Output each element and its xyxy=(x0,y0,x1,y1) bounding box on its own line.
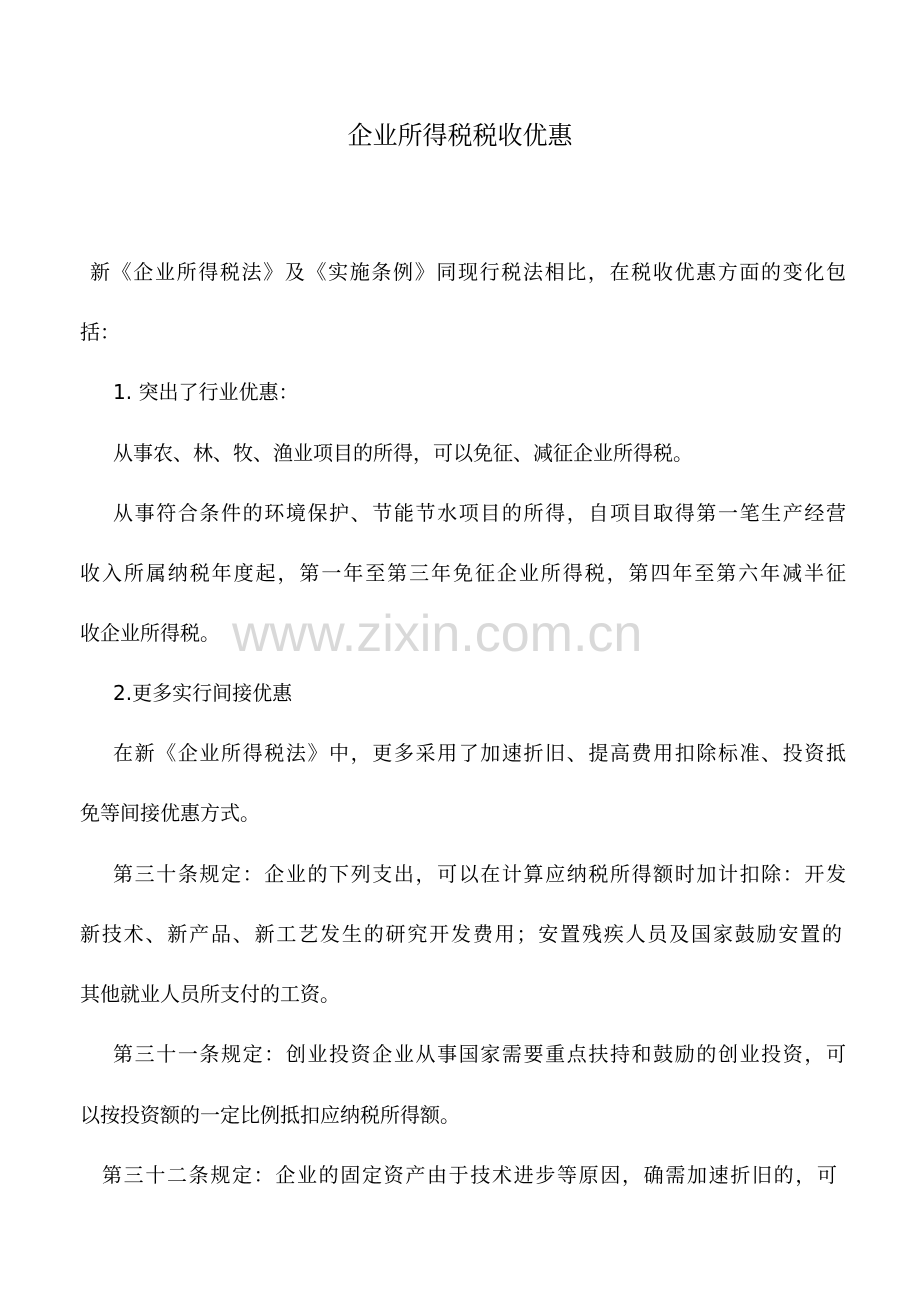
paragraph-line: 括： xyxy=(80,320,120,344)
paragraph-line: 以按投资额的一定比例抵扣应纳税所得额。 xyxy=(80,1103,460,1127)
paragraph-line: 新《企业所得税法》及《实施条例》同现行税法相比，在税收优惠方面的变化包 xyxy=(90,260,846,284)
paragraph-line: 收企业所得税。 xyxy=(80,621,220,645)
paragraph-line: 第三十条规定：企业的下列支出，可以在计算应纳税所得额时加计扣除：开发 xyxy=(113,862,846,886)
section-heading-industry-preference: 1. 突出了行业优惠： xyxy=(113,380,299,404)
paragraph-line: 第三十一条规定：创业投资企业从事国家需要重点扶持和鼓励的创业投资，可 xyxy=(113,1042,846,1066)
section-heading-indirect-preference: 2.更多实行间接优惠 xyxy=(113,681,293,705)
paragraph-line: 免等间接优惠方式。 xyxy=(80,801,260,825)
paragraph-line: 从事农、林、牧、渔业项目的所得，可以免征、减征企业所得税。 xyxy=(113,441,693,465)
paragraph-line: 新技术、新产品、新工艺发生的研究开发费用；安置残疾人员及国家鼓励安置的 xyxy=(80,922,842,946)
paragraph-line: 收入所属纳税年度起，第一年至第三年免征企业所得税，第四年至第六年减半征 xyxy=(80,561,846,585)
paragraph-line: 在新《企业所得税法》中，更多采用了加速折旧、提高费用扣除标准、投资抵 xyxy=(113,741,846,765)
paragraph-line: 第三十二条规定：企业的固定资产由于技术进步等原因，确需加速折旧的，可 xyxy=(102,1163,837,1187)
document-title: 企业所得税税收优惠 xyxy=(347,121,573,150)
watermark: www.zixin.com.cn xyxy=(232,605,643,663)
paragraph-line: 其他就业人员所支付的工资。 xyxy=(80,982,340,1006)
paragraph-line: 从事符合条件的环境保护、节能节水项目的所得，自项目取得第一笔生产经营 xyxy=(113,501,846,525)
